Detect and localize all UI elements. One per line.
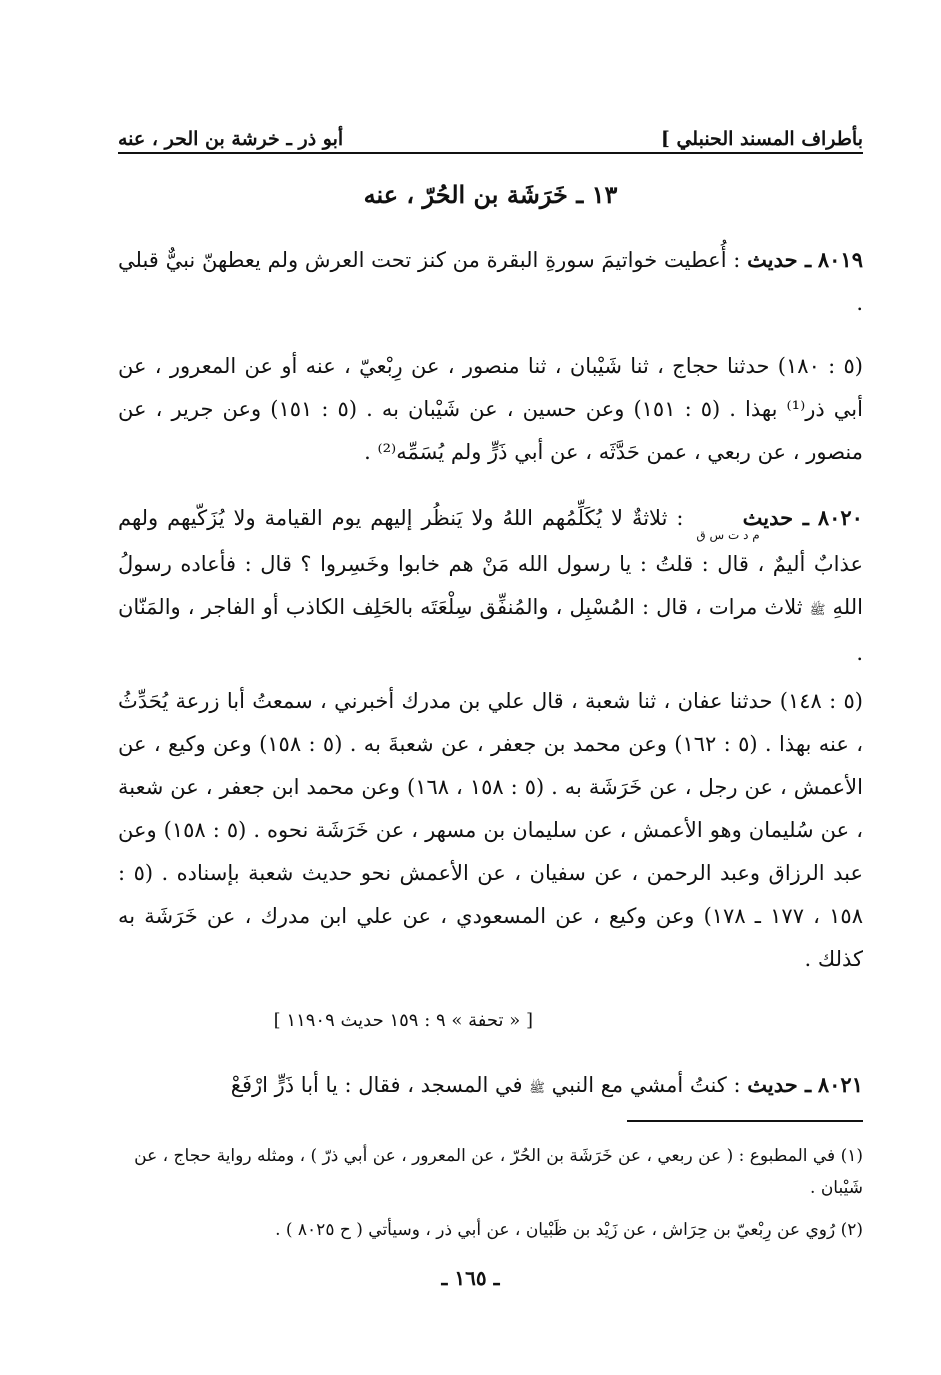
hadith-text-part-b: ثلاث مرات ، قال : المُسْبِل ، والمُنفِّق سِلْعَتَه بالحَلِف الكاذب أو الفاجر ، والمَنّان . [118, 595, 863, 665]
running-head-chapter: أبو ذر ـ خرشة بن الحر ، عنه [118, 128, 344, 150]
hadith-8021 [118, 1063, 863, 1110]
hadith-label: ـ حديث [742, 505, 809, 530]
chain-8019: (٥ : ١٨٠) حدثنا حجاج ، ثنا شَيْبان ، ثنا منصور ، عن رِبْعيّ ، عنه أو عن المعرور ، عن أبي ذر⁽¹⁾ بهذا . (٥ : ١٥١) وعن حسين ، عن شَيْبان به . (٥ : ١٥١) وعن جرير ، عن منصور ، عن ربعي ، عمن حَدَّثَه ، عن أبي ذَرٍّ ولم يُسَمِّه⁽²⁾ . [118, 354, 863, 464]
hadith-label: ـ حديث [747, 247, 812, 272]
header-rule [118, 152, 863, 154]
footnotes [118, 1140, 863, 1246]
hadith-number: ٨٠٢٠ [817, 505, 863, 530]
section-title: ١٣ ـ خَرَشَة بن الحُرّ ، عنه [363, 180, 618, 209]
page-number: ـ ١٦٥ ـ [441, 1266, 500, 1290]
hadith-8019 [118, 238, 863, 325]
honorific-glyph: ﷺ [529, 1081, 545, 1096]
collection-sigla: م د ت س ق [696, 528, 760, 542]
hadith-text-part-a: : ثلاثةٌ لا يُكَلِّمُهم اللهُ ولا يَنظُر إليهم يوم القيامة ولا يُزَكّيهم ولهم عذابٌ أليمٌ ، قال : قلتُ : يا رسول الله مَنْ هم خابوا وخَسِروا ؟ قال : فأعاده رسولُ اللهِ [118, 506, 863, 619]
running-head-book-title: بأطراف المسند الحنبلي ] [660, 128, 863, 150]
hadith-text: : أُعطيت خواتيمَ سورةِ البقرة من كنز تحت العرش ولم يعطهنّ نبيٌّ قبلي . [118, 248, 863, 315]
hadith-text-part-b: في المسجد ، فقال : يا أبا ذَرٍّ ارْفَعْ [230, 1073, 523, 1097]
hadith-number: ٨٠١٩ [817, 247, 863, 272]
hadith-number: ٨٠٢١ [817, 1072, 863, 1097]
honorific-glyph: ﷺ [809, 603, 826, 618]
hadith-label: ـ حديث [747, 1072, 812, 1097]
footnote-rule [627, 1120, 863, 1122]
running-head [118, 112, 863, 150]
hadith-8020 [118, 496, 863, 675]
chain-8020: (٥ : ١٤٨) حدثنا عفان ، ثنا شعبة ، قال علي بن مدرك أخبرني ، سمعتُ أبا زرعة يُحَدِّثُ ، عنه بهذا . (٥ : ١٦٢) وعن محمد بن جعفر ، عن شعبةَ به . (٥ : ١٥٨) وعن وكيع ، عن الأعمش ، عن رجل ، عن خَرَشَة به . (٥ : ١٥٨ ، ١٦٨) وعن محمد ابن جعفر ، عن شعبة ، عن سُليمان وهو الأعمش ، عن سليمان بن مسهر ، عن خَرَشَة نحوه . (٥ : ١٥٨) وعن عبد الرزاق وعبد الرحمن ، عن سفيان ، عن الأعمش نحو حديث شعبة بإسناده . (٥ : ١٥٨ ، ١٧٧ ـ ١٧٨) وعن وكيع ، عن المسعودي ، عن علي ابن مدرك ، عن خَرَشَة به كذلك . [118, 689, 863, 971]
tuhfa-reference: [ « تحفة » ٩ : ١٥٩ حديث ١١٩٠٩ ] [273, 1010, 533, 1031]
footnote-2: (٢) رُوي عن رِبْعيّ بن حِرَاش ، عن زَيْد بن ظَبْيان ، عن أبي ذر ، وسيأتي ( ح ٨٠٢٥ ) . [275, 1220, 863, 1240]
footnote-1: (١) في المطبوع : ( عن ربعي ، عن خَرَشَة بن الحُرّ ، عن المعرور ، عن أبي ذرّ ) ، ومثله رواية حجاج ، عن شَيْبان . [134, 1146, 863, 1198]
hadith-text-part-a: : كنتُ أمشي مع النبي [551, 1073, 741, 1097]
